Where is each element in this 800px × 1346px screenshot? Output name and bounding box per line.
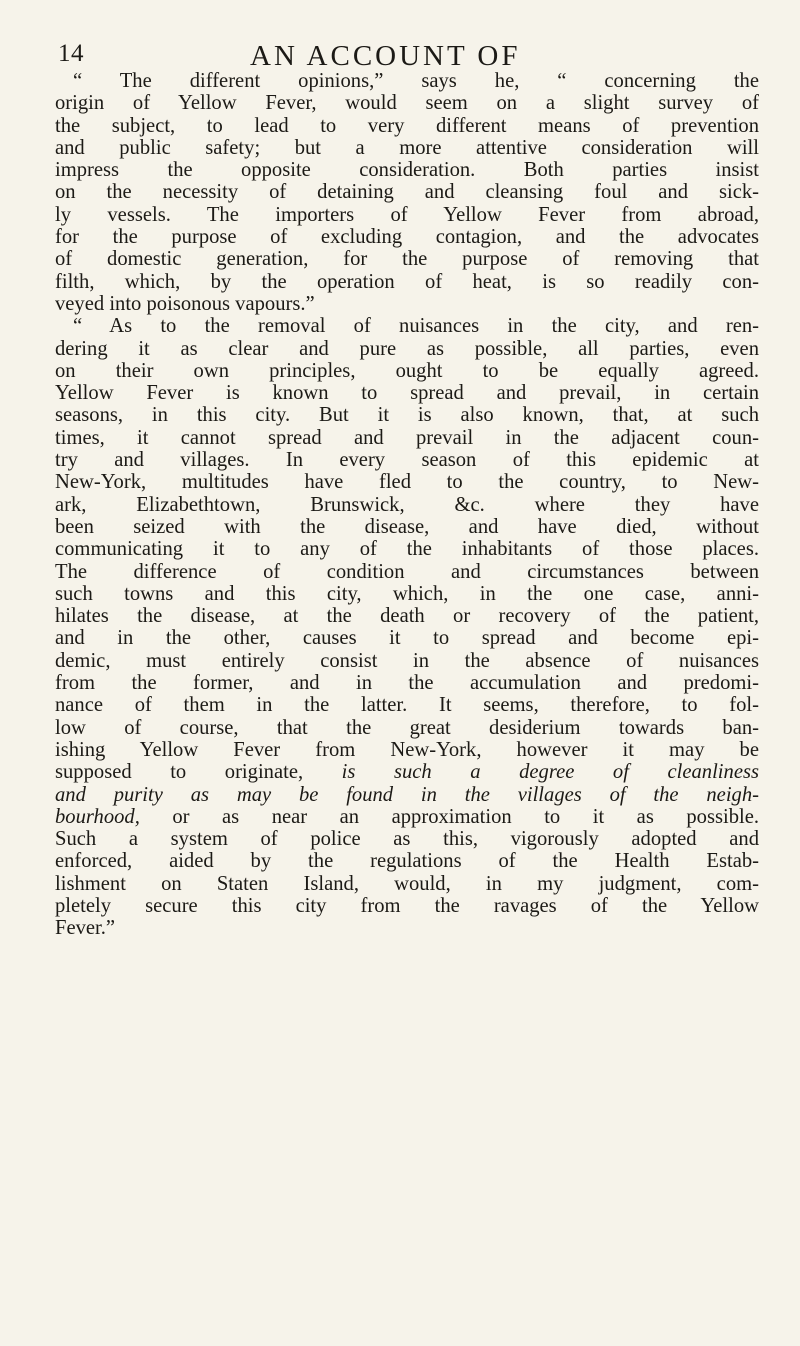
text-line: hilates the disease, at the death or recovery of the patient, [55,605,759,628]
text-run: or as near an approximation to it as possible. [139,805,759,828]
text-line-italic-end [55,806,759,828]
text-line: New-York, multitudes have fled to the country, to New- [55,471,759,494]
text-line: ly vessels. The importers of Yellow Fever from abroad, [55,203,759,226]
text-line: ark, Elizabethtown, Brunswick, &c. where they have [55,493,759,516]
text-line: times, it cannot spread and prevail in the adjacent coun- [55,426,759,449]
text-line: nance of them in the latter. It seems, therefore, to fol- [55,694,759,717]
text-line: pletely secure this city from the ravages of the Yellow [55,894,759,917]
text-line: ishing Yellow Fever from New-York, however it may be [55,738,759,761]
page-number: 14 [58,40,84,67]
text-line: the subject, to lead to very different means of prevention [55,114,759,137]
text-line: demic, must entirely consist in the absence of nuisances [55,649,759,672]
text-line-italic [55,784,759,806]
text-line: lishment on Staten Island, would, in my judgment, com- [55,872,759,895]
text-line: Such a system of police as this, vigorously adopted and [55,828,759,851]
paragraph-quote-2 [55,315,759,939]
italic-emphasis: and purity as may be found in the villages of the neigh- [55,783,759,806]
text-line: origin of Yellow Fever, would seem on a slight survey of [55,92,759,115]
body-text [55,70,759,940]
text-line: seasons, in this city. But it is also known, that, at such [55,404,759,427]
text-line: dering it as clear and pure as possible, all parties, even [55,337,759,360]
text-line: on their own principles, ought to be equally agreed. [55,359,759,382]
text-line: low of course, that the great desiderium towards ban- [55,716,759,739]
running-head: AN ACCOUNT OF [250,40,521,72]
text-line: from the former, and in the accumulation and predomi- [55,672,759,695]
text-line: “ The different opinions,” says he, “ concerning the [73,70,759,92]
text-line: such towns and this city, which, in the one case, anni- [55,582,759,605]
text-line-italic-start [55,761,759,783]
italic-emphasis: is such a degree of cleanliness [341,761,759,784]
text-line: Fever.” [55,917,116,940]
text-run: supposed to originate, [55,761,342,784]
italic-emphasis: bourhood, [55,805,140,828]
text-line: try and villages. In every season of this epidemic at [55,449,759,472]
text-line: veyed into poisonous vapours.” [55,292,315,315]
text-line: on the necessity of detaining and cleansing foul and sick- [55,181,759,204]
text-line: enforced, aided by the regulations of the Health Estab- [55,850,759,873]
text-line: filth, which, by the operation of heat, is so readily con- [55,270,759,293]
text-line: Yellow Fever is known to spread and prevail, in certain [55,382,759,405]
text-line: impress the opposite consideration. Both parties insist [55,159,759,182]
text-line: been seized with the disease, and have died, without [55,515,759,538]
text-line: communicating it to any of the inhabitants of those places. [55,538,759,561]
text-line: of domestic generation, for the purpose of removing that [55,248,759,271]
text-line: “ As to the removal of nuisances in the city, and ren- [73,315,759,338]
text-line: The difference of condition and circumstances between [55,560,759,583]
text-line: and in the other, causes it to spread and become epi- [55,627,759,650]
paragraph-quote-1 [55,70,759,315]
text-line: and public safety; but a more attentive consideration will [55,136,759,159]
text-line: for the purpose of excluding contagion, and the advocates [55,226,759,249]
